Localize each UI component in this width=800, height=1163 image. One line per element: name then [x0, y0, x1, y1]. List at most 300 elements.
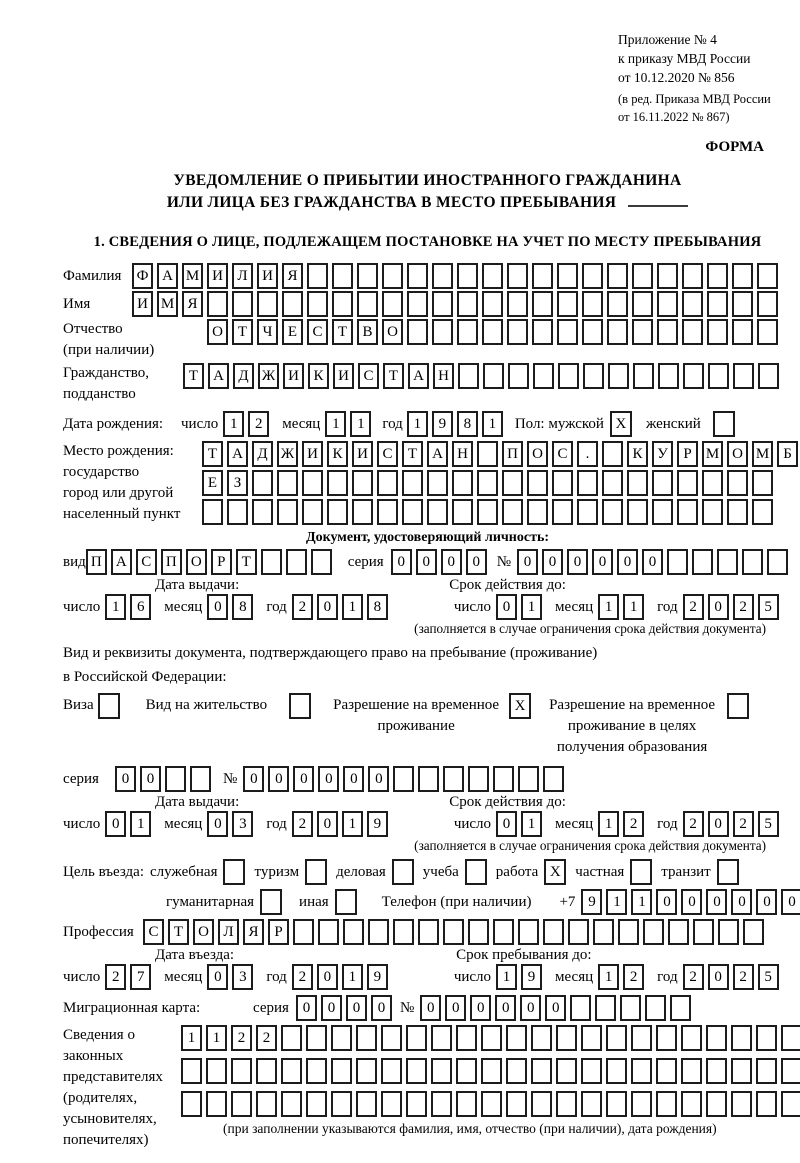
char-box[interactable] — [706, 1058, 727, 1084]
char-box[interactable] — [657, 263, 678, 289]
char-box[interactable] — [767, 549, 788, 575]
char-box[interactable] — [352, 499, 373, 525]
char-box[interactable] — [277, 470, 298, 496]
char-box[interactable] — [732, 291, 753, 317]
char-box[interactable]: Ч — [257, 319, 278, 345]
char-box[interactable] — [281, 1025, 302, 1051]
char-box[interactable] — [318, 919, 339, 945]
char-box[interactable] — [481, 1091, 502, 1117]
char-box[interactable] — [731, 1058, 752, 1084]
char-box[interactable] — [742, 549, 763, 575]
char-box[interactable]: 2 — [256, 1025, 277, 1051]
char-box[interactable] — [407, 291, 428, 317]
char-box[interactable]: 0 — [207, 964, 228, 990]
char-box[interactable] — [452, 470, 473, 496]
char-box[interactable] — [602, 499, 623, 525]
char-box[interactable]: 0 — [317, 811, 338, 837]
char-box[interactable] — [670, 995, 691, 1021]
char-box[interactable]: К — [627, 441, 648, 467]
char-box[interactable]: 0 — [420, 995, 441, 1021]
char-box[interactable] — [581, 1025, 602, 1051]
edu-residence-checkbox[interactable] — [727, 693, 749, 719]
char-box[interactable] — [733, 363, 754, 389]
char-box[interactable] — [402, 499, 423, 525]
char-box[interactable]: Я — [282, 263, 303, 289]
char-box[interactable] — [606, 1058, 627, 1084]
char-box[interactable]: 1 — [631, 889, 652, 915]
char-box[interactable]: 5 — [758, 964, 779, 990]
char-box[interactable] — [681, 1091, 702, 1117]
char-box[interactable]: Т — [168, 919, 189, 945]
char-box[interactable]: К — [327, 441, 348, 467]
char-box[interactable] — [531, 1025, 552, 1051]
char-box[interactable] — [393, 919, 414, 945]
char-box[interactable] — [518, 919, 539, 945]
char-box[interactable] — [557, 319, 578, 345]
char-box[interactable]: А — [227, 441, 248, 467]
char-box[interactable] — [493, 766, 514, 792]
char-box[interactable] — [681, 1058, 702, 1084]
char-box[interactable] — [332, 291, 353, 317]
char-box[interactable] — [402, 470, 423, 496]
char-box[interactable] — [356, 1058, 377, 1084]
char-box[interactable] — [781, 1091, 800, 1117]
char-box[interactable]: 0 — [105, 811, 126, 837]
char-box[interactable] — [757, 291, 778, 317]
char-box[interactable] — [631, 1058, 652, 1084]
purpose-tourism-checkbox[interactable] — [305, 859, 327, 885]
char-box[interactable]: 0 — [296, 995, 317, 1021]
char-box[interactable] — [452, 499, 473, 525]
char-box[interactable]: С — [143, 919, 164, 945]
char-box[interactable]: 0 — [207, 594, 228, 620]
char-box[interactable]: 2 — [292, 594, 313, 620]
char-box[interactable] — [431, 1025, 452, 1051]
char-box[interactable] — [693, 919, 714, 945]
char-box[interactable] — [627, 499, 648, 525]
purpose-private-checkbox[interactable] — [630, 859, 652, 885]
char-box[interactable] — [232, 291, 253, 317]
char-box[interactable] — [656, 1025, 677, 1051]
char-box[interactable]: 1 — [130, 811, 151, 837]
char-box[interactable]: П — [161, 549, 182, 575]
char-box[interactable]: 8 — [232, 594, 253, 620]
char-box[interactable] — [757, 319, 778, 345]
char-box[interactable] — [202, 499, 223, 525]
char-box[interactable]: 0 — [466, 549, 487, 575]
char-box[interactable] — [406, 1025, 427, 1051]
char-box[interactable]: 0 — [617, 549, 638, 575]
char-box[interactable] — [531, 1091, 552, 1117]
char-box[interactable] — [752, 499, 773, 525]
char-box[interactable] — [633, 363, 654, 389]
char-box[interactable]: 2 — [292, 811, 313, 837]
purpose-work-checkbox[interactable]: X — [544, 859, 566, 885]
char-box[interactable] — [477, 470, 498, 496]
char-box[interactable]: И — [302, 441, 323, 467]
char-box[interactable] — [593, 919, 614, 945]
char-box[interactable]: С — [307, 319, 328, 345]
char-box[interactable] — [456, 1058, 477, 1084]
char-box[interactable] — [732, 319, 753, 345]
char-box[interactable] — [457, 263, 478, 289]
char-box[interactable]: М — [157, 291, 178, 317]
char-box[interactable]: 7 — [130, 964, 151, 990]
char-box[interactable] — [577, 499, 598, 525]
char-box[interactable]: 2 — [733, 811, 754, 837]
char-box[interactable]: 0 — [708, 964, 729, 990]
char-box[interactable]: 0 — [293, 766, 314, 792]
char-box[interactable] — [668, 919, 689, 945]
char-box[interactable]: 1 — [598, 594, 619, 620]
char-box[interactable]: 0 — [391, 549, 412, 575]
char-box[interactable] — [582, 319, 603, 345]
char-box[interactable] — [493, 919, 514, 945]
char-box[interactable]: 0 — [318, 766, 339, 792]
char-box[interactable]: 1 — [407, 411, 428, 437]
char-box[interactable]: И — [352, 441, 373, 467]
char-box[interactable] — [756, 1058, 777, 1084]
char-box[interactable] — [632, 291, 653, 317]
purpose-study-checkbox[interactable] — [465, 859, 487, 885]
char-box[interactable] — [506, 1091, 527, 1117]
char-box[interactable] — [343, 919, 364, 945]
char-box[interactable]: 0 — [321, 995, 342, 1021]
char-box[interactable] — [302, 470, 323, 496]
char-box[interactable] — [558, 363, 579, 389]
char-box[interactable] — [382, 263, 403, 289]
char-box[interactable] — [682, 263, 703, 289]
purpose-transit-checkbox[interactable] — [717, 859, 739, 885]
char-box[interactable] — [570, 995, 591, 1021]
char-box[interactable] — [407, 263, 428, 289]
char-box[interactable]: 9 — [581, 889, 602, 915]
char-box[interactable]: 1 — [521, 594, 542, 620]
char-box[interactable] — [481, 1025, 502, 1051]
char-box[interactable]: Р — [268, 919, 289, 945]
char-box[interactable] — [457, 319, 478, 345]
char-box[interactable] — [532, 263, 553, 289]
purpose-humanitarian-checkbox[interactable] — [260, 889, 282, 915]
char-box[interactable] — [595, 995, 616, 1021]
char-box[interactable] — [656, 1058, 677, 1084]
char-box[interactable]: 0 — [140, 766, 161, 792]
char-box[interactable]: Д — [252, 441, 273, 467]
char-box[interactable] — [532, 319, 553, 345]
char-box[interactable] — [756, 1025, 777, 1051]
char-box[interactable]: 0 — [445, 995, 466, 1021]
char-box[interactable]: 3 — [232, 964, 253, 990]
char-box[interactable] — [543, 766, 564, 792]
char-box[interactable]: 1 — [623, 594, 644, 620]
char-box[interactable]: 1 — [598, 964, 619, 990]
char-box[interactable] — [165, 766, 186, 792]
char-box[interactable]: 0 — [781, 889, 800, 915]
char-box[interactable] — [306, 1058, 327, 1084]
char-box[interactable] — [432, 291, 453, 317]
char-box[interactable] — [582, 291, 603, 317]
char-box[interactable]: 2 — [292, 964, 313, 990]
char-box[interactable] — [311, 549, 332, 575]
char-box[interactable] — [527, 499, 548, 525]
char-box[interactable] — [286, 549, 307, 575]
char-box[interactable] — [702, 470, 723, 496]
char-box[interactable] — [477, 441, 498, 467]
char-box[interactable]: Я — [182, 291, 203, 317]
char-box[interactable]: 2 — [683, 964, 704, 990]
char-box[interactable] — [381, 1091, 402, 1117]
char-box[interactable] — [781, 1025, 800, 1051]
char-box[interactable] — [682, 319, 703, 345]
char-box[interactable] — [502, 499, 523, 525]
char-box[interactable]: В — [357, 319, 378, 345]
char-box[interactable]: 0 — [592, 549, 613, 575]
char-box[interactable] — [692, 549, 713, 575]
char-box[interactable]: Д — [233, 363, 254, 389]
char-box[interactable]: 0 — [642, 549, 663, 575]
char-box[interactable]: У — [652, 441, 673, 467]
char-box[interactable] — [482, 291, 503, 317]
char-box[interactable]: 1 — [482, 411, 503, 437]
char-box[interactable] — [206, 1058, 227, 1084]
char-box[interactable]: 2 — [623, 811, 644, 837]
char-box[interactable]: Т — [232, 319, 253, 345]
char-box[interactable] — [706, 1025, 727, 1051]
char-box[interactable]: 3 — [232, 811, 253, 837]
char-box[interactable]: 1 — [606, 889, 627, 915]
char-box[interactable]: С — [136, 549, 157, 575]
char-box[interactable]: 0 — [681, 889, 702, 915]
char-box[interactable] — [481, 1058, 502, 1084]
char-box[interactable] — [357, 291, 378, 317]
char-box[interactable]: Ф — [132, 263, 153, 289]
char-box[interactable]: Р — [211, 549, 232, 575]
char-box[interactable]: 2 — [683, 594, 704, 620]
char-box[interactable] — [456, 1091, 477, 1117]
char-box[interactable]: Ж — [258, 363, 279, 389]
char-box[interactable] — [682, 291, 703, 317]
char-box[interactable] — [582, 263, 603, 289]
char-box[interactable]: 0 — [542, 549, 563, 575]
char-box[interactable] — [707, 319, 728, 345]
char-box[interactable] — [631, 1025, 652, 1051]
char-box[interactable] — [581, 1091, 602, 1117]
char-box[interactable]: И — [333, 363, 354, 389]
char-box[interactable] — [606, 1091, 627, 1117]
char-box[interactable]: О — [382, 319, 403, 345]
char-box[interactable]: Л — [218, 919, 239, 945]
char-box[interactable]: Я — [243, 919, 264, 945]
char-box[interactable] — [483, 363, 504, 389]
char-box[interactable] — [557, 291, 578, 317]
char-box[interactable]: 1 — [598, 811, 619, 837]
char-box[interactable]: 0 — [496, 594, 517, 620]
char-box[interactable]: А — [111, 549, 132, 575]
char-box[interactable] — [406, 1058, 427, 1084]
char-box[interactable] — [432, 319, 453, 345]
char-box[interactable]: О — [727, 441, 748, 467]
char-box[interactable] — [652, 499, 673, 525]
char-box[interactable]: 9 — [367, 964, 388, 990]
char-box[interactable] — [181, 1058, 202, 1084]
char-box[interactable] — [281, 1091, 302, 1117]
char-box[interactable] — [456, 1025, 477, 1051]
char-box[interactable]: 0 — [470, 995, 491, 1021]
char-box[interactable] — [302, 499, 323, 525]
char-box[interactable] — [252, 499, 273, 525]
char-box[interactable] — [577, 470, 598, 496]
char-box[interactable] — [556, 1091, 577, 1117]
char-box[interactable]: А — [408, 363, 429, 389]
char-box[interactable] — [532, 291, 553, 317]
char-box[interactable]: 0 — [708, 594, 729, 620]
char-box[interactable]: 0 — [567, 549, 588, 575]
purpose-business-checkbox[interactable] — [392, 859, 414, 885]
char-box[interactable] — [368, 919, 389, 945]
char-box[interactable]: 0 — [706, 889, 727, 915]
char-box[interactable] — [507, 291, 528, 317]
char-box[interactable] — [507, 319, 528, 345]
char-box[interactable]: И — [207, 263, 228, 289]
char-box[interactable]: 2 — [623, 964, 644, 990]
char-box[interactable]: О — [193, 919, 214, 945]
char-box[interactable] — [717, 549, 738, 575]
char-box[interactable] — [657, 319, 678, 345]
char-box[interactable] — [507, 263, 528, 289]
char-box[interactable] — [552, 499, 573, 525]
char-box[interactable] — [756, 1091, 777, 1117]
char-box[interactable]: С — [358, 363, 379, 389]
char-box[interactable]: Т — [332, 319, 353, 345]
char-box[interactable]: 0 — [368, 766, 389, 792]
char-box[interactable]: З — [227, 470, 248, 496]
char-box[interactable] — [658, 363, 679, 389]
char-box[interactable] — [556, 1058, 577, 1084]
char-box[interactable]: 1 — [342, 811, 363, 837]
char-box[interactable] — [607, 263, 628, 289]
char-box[interactable]: 2 — [733, 964, 754, 990]
char-box[interactable]: 8 — [367, 594, 388, 620]
char-box[interactable]: 1 — [181, 1025, 202, 1051]
char-box[interactable]: 0 — [346, 995, 367, 1021]
char-box[interactable] — [293, 919, 314, 945]
char-box[interactable] — [231, 1091, 252, 1117]
char-box[interactable] — [458, 363, 479, 389]
char-box[interactable] — [443, 919, 464, 945]
char-box[interactable]: М — [702, 441, 723, 467]
char-box[interactable] — [207, 291, 228, 317]
char-box[interactable] — [327, 470, 348, 496]
char-box[interactable]: 1 — [521, 811, 542, 837]
char-box[interactable]: 0 — [317, 964, 338, 990]
char-box[interactable]: 2 — [248, 411, 269, 437]
char-box[interactable] — [468, 766, 489, 792]
char-box[interactable] — [556, 1025, 577, 1051]
char-box[interactable]: . — [577, 441, 598, 467]
char-box[interactable] — [477, 499, 498, 525]
char-box[interactable] — [718, 919, 739, 945]
char-box[interactable] — [508, 363, 529, 389]
char-box[interactable] — [706, 1091, 727, 1117]
char-box[interactable] — [181, 1091, 202, 1117]
char-box[interactable]: 5 — [758, 811, 779, 837]
char-box[interactable] — [681, 1025, 702, 1051]
char-box[interactable] — [206, 1091, 227, 1117]
char-box[interactable]: 1 — [342, 964, 363, 990]
char-box[interactable]: 1 — [206, 1025, 227, 1051]
char-box[interactable] — [427, 499, 448, 525]
char-box[interactable] — [256, 1091, 277, 1117]
char-box[interactable] — [468, 919, 489, 945]
char-box[interactable] — [618, 919, 639, 945]
char-box[interactable] — [482, 263, 503, 289]
char-box[interactable]: 0 — [243, 766, 264, 792]
char-box[interactable] — [277, 499, 298, 525]
char-box[interactable] — [306, 1025, 327, 1051]
char-box[interactable]: М — [752, 441, 773, 467]
char-box[interactable] — [261, 549, 282, 575]
char-box[interactable] — [431, 1091, 452, 1117]
char-box[interactable] — [357, 263, 378, 289]
char-box[interactable] — [731, 1025, 752, 1051]
char-box[interactable]: 2 — [683, 811, 704, 837]
char-box[interactable] — [331, 1091, 352, 1117]
char-box[interactable] — [608, 363, 629, 389]
char-box[interactable]: Б — [777, 441, 798, 467]
char-box[interactable] — [443, 766, 464, 792]
char-box[interactable]: М — [182, 263, 203, 289]
char-box[interactable]: Н — [452, 441, 473, 467]
char-box[interactable] — [418, 919, 439, 945]
char-box[interactable]: 0 — [545, 995, 566, 1021]
char-box[interactable]: О — [527, 441, 548, 467]
char-box[interactable]: Ж — [277, 441, 298, 467]
char-box[interactable]: 5 — [758, 594, 779, 620]
char-box[interactable] — [606, 1025, 627, 1051]
char-box[interactable] — [506, 1025, 527, 1051]
char-box[interactable]: 0 — [708, 811, 729, 837]
char-box[interactable]: 2 — [733, 594, 754, 620]
char-box[interactable] — [752, 470, 773, 496]
char-box[interactable]: 9 — [521, 964, 542, 990]
char-box[interactable] — [327, 499, 348, 525]
char-box[interactable]: Т — [202, 441, 223, 467]
char-box[interactable] — [227, 499, 248, 525]
char-box[interactable] — [406, 1091, 427, 1117]
char-box[interactable]: 1 — [105, 594, 126, 620]
char-box[interactable] — [356, 1025, 377, 1051]
char-box[interactable] — [645, 995, 666, 1021]
char-box[interactable] — [602, 470, 623, 496]
char-box[interactable]: О — [207, 319, 228, 345]
char-box[interactable] — [381, 1025, 402, 1051]
char-box[interactable] — [667, 549, 688, 575]
char-box[interactable] — [632, 319, 653, 345]
char-box[interactable] — [707, 291, 728, 317]
char-box[interactable] — [527, 470, 548, 496]
char-box[interactable]: 1 — [325, 411, 346, 437]
char-box[interactable] — [607, 291, 628, 317]
char-box[interactable] — [727, 470, 748, 496]
char-box[interactable] — [627, 470, 648, 496]
char-box[interactable] — [631, 1091, 652, 1117]
char-box[interactable] — [677, 470, 698, 496]
char-box[interactable]: А — [427, 441, 448, 467]
char-box[interactable] — [581, 1058, 602, 1084]
char-box[interactable]: С — [377, 441, 398, 467]
char-box[interactable] — [531, 1058, 552, 1084]
char-box[interactable] — [407, 319, 428, 345]
